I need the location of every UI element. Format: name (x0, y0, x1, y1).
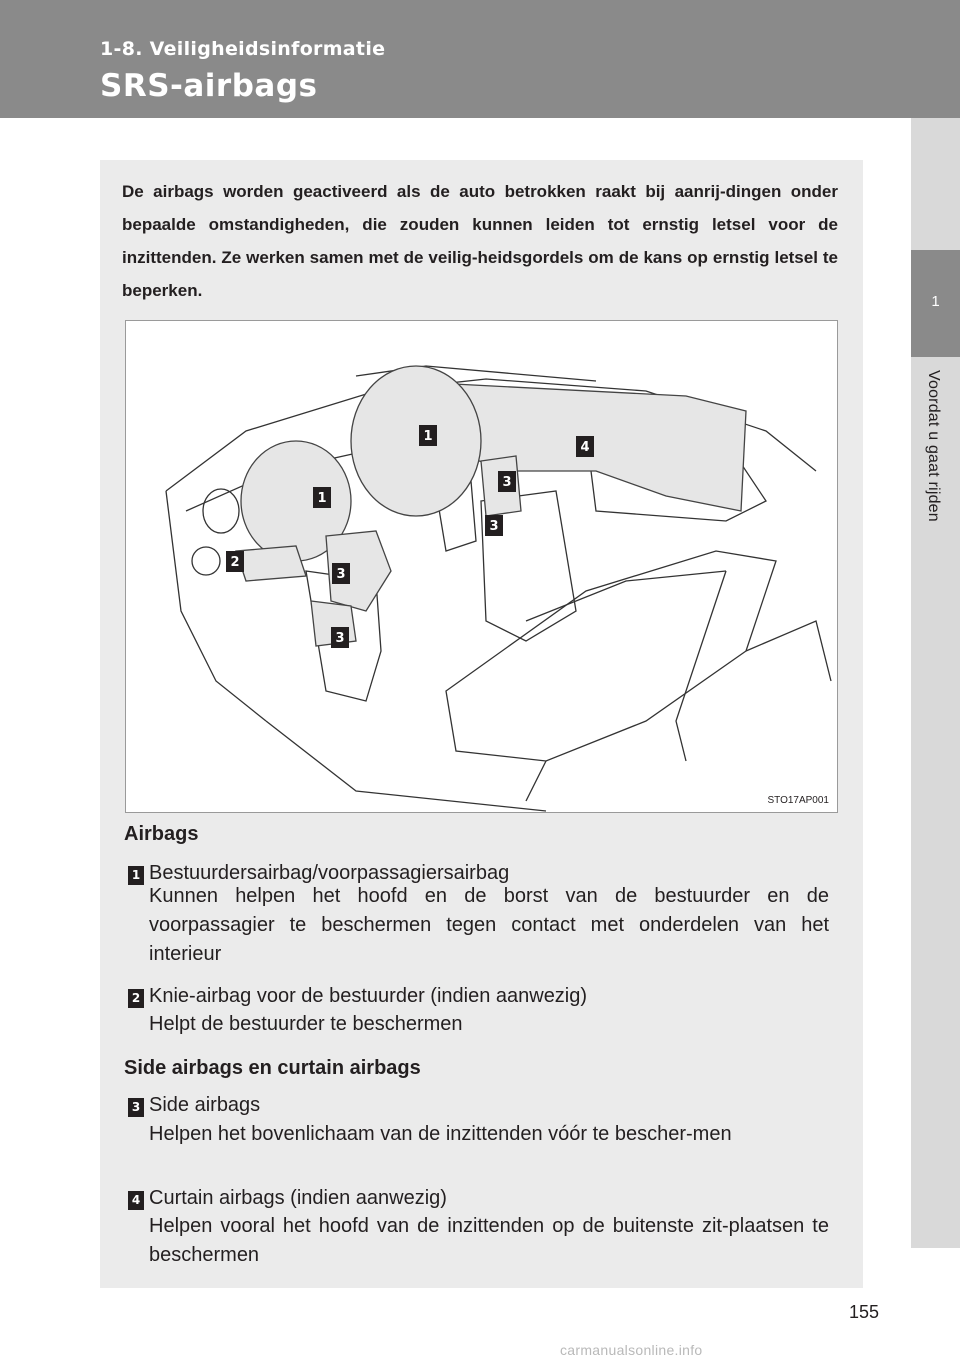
knee-airbag (236, 546, 306, 581)
item-number-badge: 2 (128, 989, 144, 1008)
item-title-curtain-airbags: Curtain airbags (indien aanwezig) (149, 1187, 447, 1209)
passenger-airbag (351, 366, 481, 516)
section-heading-airbags: Airbags (124, 823, 199, 845)
intro-text: De airbags worden geactiveerd als de auto betrokken raakt bij aanrij-dingen onder bepaalde omstandigheden, die zouden kunnen leiden tot ernstig letsel voor de inzittenden. Ze werken samen met de veilig-heidsgordels om de kans op ernstig letsel te beperken. (122, 182, 838, 300)
watermark: carmanualsonline.info (560, 1342, 703, 1358)
item-title-driver-passenger-airbag: Bestuurdersairbag/voorpassagiersairbag (149, 862, 510, 884)
section-heading-side-curtain: Side airbags en curtain airbags (124, 1057, 421, 1079)
callout-badge-2 (226, 551, 244, 572)
svg-text:1: 1 (317, 491, 327, 506)
svg-text:3: 3 (502, 475, 512, 490)
item-number-badge: 4 (128, 1191, 144, 1210)
item-description-knee-airbag: Helpt de bestuurder te beschermen (149, 1013, 463, 1035)
svg-text:3: 3 (489, 519, 499, 534)
svg-text:4: 4 (580, 440, 590, 455)
callout-badge-3a (332, 563, 350, 584)
section-label: 1-8. Veiligheidsinformatie (100, 38, 386, 60)
callout-badge-3d (485, 515, 503, 536)
item-title-knee-airbag: Knie-airbag voor de bestuurder (indien aanwezig) (149, 985, 588, 1007)
chapter-number: 1 (931, 293, 940, 310)
item-number-badge: 3 (128, 1098, 144, 1117)
figure-code: STO17AP001 (767, 795, 829, 806)
airbag-illustration (125, 320, 838, 813)
item-description-side-airbags: Helpen het bovenlichaam van de inzittenden vóór te bescher-men (149, 1123, 732, 1145)
svg-text:2: 2 (230, 555, 240, 570)
callout-badge-1a (419, 425, 437, 446)
item-description-curtain-airbags: Helpen vooral het hoofd van de inzittenden op de buitenste zit-plaatsen te beschermen (149, 1215, 829, 1266)
page-title: SRS-airbags (100, 68, 318, 104)
svg-text:1: 1 (423, 429, 433, 444)
callout-badge-1b (313, 487, 331, 508)
item-description-driver-passenger-airbag: Kunnen helpen het hoofd en de borst van de bestuurder en de voorpassagier te beschermen tegen contact met onderdelen van het interieur (149, 885, 829, 965)
item-title-side-airbags: Side airbags (149, 1094, 261, 1116)
svg-text:3: 3 (335, 631, 345, 646)
callout-badge-3c (498, 471, 516, 492)
callout-badge-3b (331, 627, 349, 648)
svg-text:3: 3 (336, 567, 346, 582)
page-number: 155 (849, 1302, 880, 1322)
chapter-title: Voordat u gaat rijden (925, 370, 942, 522)
callout-badge-4 (576, 436, 594, 457)
item-number-badge: 1 (128, 866, 144, 885)
car-interior-drawing (126, 321, 839, 814)
